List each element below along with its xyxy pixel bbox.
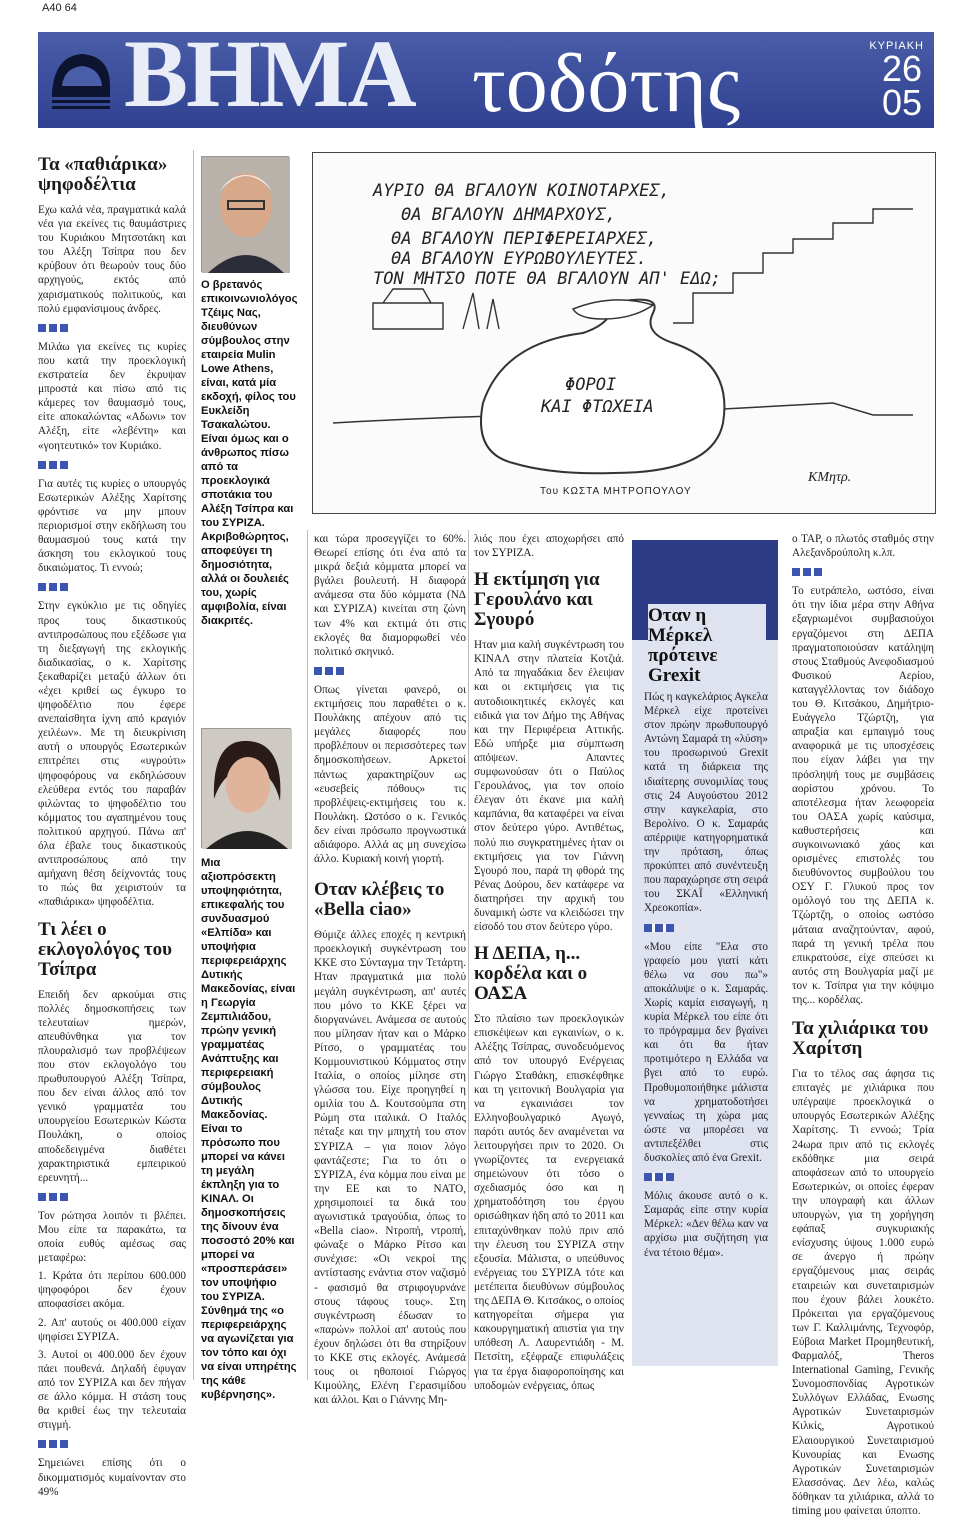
merkel-sidebar-box bbox=[632, 540, 778, 1366]
paragraph: Για αυτές τις κυρίες ο υπουργός Εσωτερικών Αλέξης Χαρίτσης φρόντισε να μην μπουν περιορισμοί στην εκδήλωση του θαυμασμού τους κατά την άσκηση του εκλογικού τους δικαιώματος. Τι εννοώ; bbox=[38, 477, 186, 575]
caption-georgia-zempiliadou: Μια αξιοπρόσεκτη υποψηφιότητα, επικεφαλής του συνδυασμού «Ελπίδα» και υποψήφια περιφερειάρχης Δυτικής Μακεδονίας, είναι η Γεωργία Ζεμπιλιάδου, πρώην γενική γραμματέας Ανάπτυξης και περιφερειακή σύμβουλος Δυτικής Μακεδονίας. Είναι το πρόσωπο που μπορεί να κάνει τη μεγάλη έκπληξη για το ΚΙΝΑΛ. Οι δημοσκοπήσεις της δίνουν ένα ποσοστό 20% και μπορεί να «προσπεράσει» τον υποψήφιο του ΣΥΡΙΖΑ. Σύνθημά της «ο περιφερειάρχης να αγωνίζεται για τον τόπο και όχι να είναι υπηρέτης της κάθε κυβέρνησης». bbox=[201, 857, 297, 1401]
caption-james-nash: Ο βρετανός επικοινωνιολόγος Τζέιμς Νας, διευθύνων σύμβουλος στην εταιρεία Mulin Lowe Athens, είναι, κατά μία εκδοχή, φίλος του Ευκλείδη Τσακαλώτου. Είναι όμως και ο άνθρωπος πίσω από τα προεκλογικά σποτάκια του Αλέξη Τσίπρα και του ΣΥΡΙΖΑ. Ακριβοθώρητος, αποφεύγει τη δημοσιότητα, αλλά οι δουλειές του, χωρίς αμφιβολία, είναι διακριτές. bbox=[201, 279, 298, 627]
masthead-day: ΚΥΡΙΑΚΗ bbox=[869, 40, 924, 52]
cartoon-line-1: ΑΥΡΙΟ ΘΑ ΒΓΑΛΟΥΝ ΚΟΙΝΟΤΑΡΧΕΣ, bbox=[373, 181, 670, 201]
section-marker bbox=[38, 1440, 68, 1448]
headline-xiliarika: Τα χιλιάρικα του Χαρίτση bbox=[792, 1018, 929, 1060]
paragraph: Μόλις άκουσε αυτό ο κ. Σαμαράς είπε στην κυρία Μέρκελ: «Δεν θέλω καν να αρχίσω μια συζήτηση για ένα τέτοιο θέμα». bbox=[644, 1190, 768, 1259]
section-marker bbox=[38, 324, 68, 332]
paragraph: ο TAP, ο πλωτός σταθμός στην Αλεξανδρούπολη κ.λπ. bbox=[792, 533, 934, 560]
column-3 bbox=[314, 532, 466, 1407]
photo-james-nash bbox=[201, 156, 289, 272]
headline-gerulanos-sgouros: Η εκτίμηση για Γερουλάνο και Σγουρό bbox=[474, 569, 600, 631]
masthead-title-bold: ΒΗΜΑ bbox=[124, 20, 415, 127]
cartoon-signature: ΚΜητρ. bbox=[808, 470, 852, 485]
list-item: 3. Αυτοί οι 400.000 δεν έχουν πάει πουθενά. Δηλαδή έφυγαν από τον ΣΥΡΙΖΑ και δεν πήγαν σε άλλο κόμμα. Η στάση τους θα κριθεί έως την τελευταία στιγμή. bbox=[38, 1348, 186, 1432]
paragraph: Εχω καλά νέα, πραγματικά καλά νέα για εκείνες τις θαυμάστριες του Κυριάκου Μητσοτάκη και του Αλέξη Τσίπρα που δεν κρύβουν ότι θεωρούν τους δύο αρχηγούς, εκτός από χαρισματικούς πολιτικούς, και πολύ εμφανίσιμους άνδρες. bbox=[38, 204, 186, 315]
paragraph: Ηταν μια καλή συγκέντρωση του ΚΙΝΑΛ στην πλατεία Κοτζιά. Από τα πηγαδάκια δεν έλειψαν και οι εκτιμήσεις για τις αυτοδιοικητικές εκλογές και ειδικά για τον Δήμο της Αθήνας και την Περιφέρεια Αττικής. Εδώ υπήρξε μια σύμπτωση απόψεων. Απαντες συμφωνούσαν ότι ο Παύλος Γερουλάνος, για τον οποίο έλεγαν ότι έκανε μια καλή καμπάνια, θα καταφέρει να είναι στον δεύτερο γύρο. Αντιθέτως, πολύ πιο συγκρατημένες ήταν οι εκτιμήσεις για τον Γιάννη Σγουρό που, παρά τη φθορά της Ρένας Δούρου, δεν κατάφερε να διατηρήσει την αρχική του δυναμική ώστε να κλειδώσει την είσοδό του στον δεύτερο γύρο. bbox=[474, 639, 624, 934]
cartoon-line-2: ΘΑ ΒΓΑΛΟΥΝ ΔΗΜΑΡΧΟΥΣ, bbox=[401, 205, 616, 225]
paragraph: Σημειώνει επίσης ότι ο δικομματισμός κυμαίνονταν στο 49% bbox=[38, 1457, 186, 1498]
section-marker bbox=[644, 1173, 674, 1181]
column-1 bbox=[38, 154, 186, 1498]
cartoon-sack-text-2: ΚΑΙ ΦΤΩΧΕΙΑ bbox=[541, 397, 654, 417]
headline-paithiarika: Τα «παθιάρικα» ψηφοδέλτια bbox=[38, 154, 168, 195]
cartoon-line-3: ΘΑ ΒΓΑΛΟΥΝ ΠΕΡΙΦΕΡΕΙΑΡΧΕΣ, bbox=[391, 229, 658, 249]
column-rule bbox=[468, 530, 469, 1380]
headline-eklogologos: Τι λέει ο εκλογολόγος του Τσίπρα bbox=[38, 918, 172, 980]
cartoon-credit: Του ΚΩΣΤΑ ΜΗΤΡΟΠΟΥΛΟΥ bbox=[540, 486, 692, 497]
column-4 bbox=[474, 532, 624, 1392]
section-marker bbox=[38, 583, 68, 591]
paragraph: «Μου είπε "Ελα στο γραφείο μου γιατί κάτι θέλω να σου πω"» αποκάλυψε ο κ. Σαμαράς. Χωρίς καμία εισαγωγή, η κυρία Μέρκελ του είπε ότι το πρόγραμμα δεν βγαίνει και ότι θα ήταν προτιμότερο η Ελλάδα να βγει από το ευρώ. Προθυμοποιήθηκε μάλιστα να χρηματοδοτήσει γενναίως τη χώρα μας ώστε να μπορέσει να αντιπεξέλθει στις δυσκολίες από ένα Grexit. bbox=[644, 940, 768, 1164]
column-rule bbox=[307, 530, 308, 1380]
paragraph: Επειδή δεν αρκούμαι στις πολλές δημοσκοπήσεις των τελευταίων ημερών, απευθύνθηκα για τον πλουραλισμό των προβλέψεων που στον εκλογολόγο του πρωθυπουργού Αλέξη Τσίπρα, που δεν είναι άλλος από τον γενικό γραμματέα του υπουργείου Εσωτερικών Κώστα Πουλάκη, ο οποίος αποδεδειγμένα διαθέτει χαρακτηριστικά εμπειρικού ερευνητή... bbox=[38, 988, 186, 1184]
merkel-box-text bbox=[644, 690, 768, 1360]
cartoon bbox=[312, 152, 936, 514]
paragraph: Θύμιζε άλλες εποχές η κεντρική προεκλογική συγκέντρωση του ΚΚΕ στο Σύνταγμα την Τετάρτη. Ηταν πραγματικά μια πολύ μεγάλη συγκέντρωση, απ' αυτές που μόνο το ΚΚΕ ξέρει να διοργανώνει. Ανάμεσα σε αυτούς που μίλησαν ήταν και ο Μάρκο Ρίτσο, ο γραμματέας του Κομμουνιστικού Κόμματος στην Ιταλία, ο οποίος μίλησε στη γλώσσα του. Είχε προηγηθεί η ομιλία του Δ. Κουτσούμπα στη Ρώμη στα ιταλικά. Ο Ιταλός πέταξε και την μπηχτή του στον ΣΥΡΙΖΑ – για ποιον λόγο φαντάζεστε; Για το ότι ο ΣΥΡΙΖΑ, ένα κόμμα που είναι με την ΕΕ και το ΝΑΤΟ, χρησιμοποιεί τα δικά του αγωνιστικά τραγούδια, όπως το «Bella ciao». Ντροπή, ντροπή, φώναξε ο Μάρκο Ρίτσο και συνέχισε: «Οι νεκροί της αντίστασης ενάντια στον ναζισμό - φασισμό θα στριφογυρνάνε στους τάφους τους». Στη συγκέντρωση έδωσαν το «παρών» πολλοί απ' αυτούς που έχουν δηλώσει ότι θα στηρίξουν το ΚΚΕ στις εκλογές. Ανάμεσά τους οι ηθοποιοί Γιώργος Κιμούλης, Ελένη Γερασιμίδου και άλλοι. Και ο Γιάννης Μη- bbox=[314, 929, 466, 1407]
cartoon-line-4: ΘΑ ΒΓΑΛΟΥΝ ΕΥΡΩΒΟΥΛΕΥΤΕΣ. bbox=[391, 249, 647, 269]
cartoon-line-5: ΤΟΝ ΜΗΤΣΟ ΠΟΤΕ ΘΑ ΒΓΑΛΟΥΝ ΑΠ' ΕΔΩ; bbox=[373, 269, 721, 289]
headline-bella-ciao: Οταν κλέβεις το «Bella ciao» bbox=[314, 879, 445, 921]
section-marker bbox=[38, 1193, 68, 1201]
masthead-title-rest: τοδότης bbox=[472, 37, 741, 130]
paragraph: Για το τέλος σας άφησα τις επιταγές με χιλιάρικα που υπέγραψε προεκλογικά ο υπουργός Εσωτερικών Αλέξης Χαρίτσης. Τι εννοώ; Τρία 24ωρα πριν από τις εκλογές εκδόθηκε μια σειρά αποφάσεων από το υπουργείο Εσωτερικών, οι οποίες έφεραν την υπογραφή και άλλων υπουργών, για τη χορήγηση εφάπαξ συγκυριακής ενίσχυσης ύψους 1.000 ευρώ σε άνεργο ή πρώην εργαζόμενους μιας σειράς εταιρειών και συνεταιρισμών που έχουν βάλει λουκέτο. Πρόκειται για εργαζόμενους των Γ. Καλλιμάνης, Τεχνοφόρ, Εύβοια Market Προμηθευτική, Φαρμαλόξ, Theros International Gaming, Γενικής Συνομοσπονδίας Αγροτικών Συλλόγων Ελλάδας, Ενωσης Αγροτικών Συνεταιρισμών Κιλκίς, Αγροτικού Ελαιουργικού Συνεταιρισμού Κυνουρίας και Ενωσης Αγροτικών Συνεταιρισμών Ελασσόνας. Δεν λέω, καλώς δόθηκαν τα χιλιάρικα, αλλά το timing μου φαίνεται ύποπτο. bbox=[792, 1068, 934, 1517]
paragraph: Στο πλαίσιο των προεκλογικών επισκέψεων και εγκαινίων, ο κ. Αλέξης Τσίπρας, συνοδευόμενος από τον υπουργό Ενέργειας Γιώργο Σταθάκη, επισκέφθηκε και τη γειτονική Βουλγαρία για να εγκαινιάσει τον Ελληνοβουλγαρικό Αγωγό, παρότι αυτός δεν αναμένεται να λειτουργήσει πριν το 2020. Οι γνωρίζοντες τα ενεργειακά σημειώνουν ότι τόσο ο σχεδιασμός όσο και η χρηματοδότηση του έργου ορισώθηκαν ήδη από το 2011 και επιταχύνθηκαν πολύ πριν από την έλευση του ΣΥΡΙΖΑ στην εξουσία. Μάλιστα, ο υπεύθυνος ενέργειας του ΣΥΡΙΖΑ τότε και μετέπειτα διευθύνων σύμβουλος της ΔΕΠΑ Θ. Κιτσάκος, ο οποίος κατηγορείται σήμερα για κακουργηματική απιστία για την υπόθεση Λ. Λαυρεντιάδη - Μ. Πετσίτη, εξέφραζε επιφυλάξεις για τα έργα διαφοροποίησης και υποδομών ενέργειας, όπως bbox=[474, 1013, 624, 1392]
headline-depa: Η ΔΕΠΑ, η... κορδέλα και ο ΟΑΣΑ bbox=[474, 943, 588, 1005]
paragraph: λιός που έχει αποχωρήσει από τον ΣΥΡΙΖΑ. bbox=[474, 533, 624, 560]
paragraph: Μιλάω για εκείνες τις κυρίες που κατά την προεκλογική εκστρατεία δεν έκρυψαν μπροστά και πίσω από τις κάμερες τον θαυμασμό τους, είτε αποκαλώντας «Αδωνι» τον Αλέξη, είτε «λεβέντη» και «γοητευτικό» τον Κυριάκο. bbox=[38, 340, 186, 452]
section-marker bbox=[792, 568, 822, 576]
date-day: 26 bbox=[881, 48, 922, 89]
masthead-date bbox=[881, 48, 922, 123]
cartoon-sack-text-1: ΦΟΡΟΙ bbox=[565, 375, 617, 395]
paragraph: και τώρα προσεγγίζει το 60%. Θεωρεί επίσης ότι ένα από τα μικρά δεξιά κόμματα μπορεί να βγάλει βουλευτή. Η διαφορά ανάμεσα στα δύο κόμματα (ΝΔ και ΣΥΡΙΖΑ) κινείται στη ζώνη των 4% και εκτιμά ότι στις εκλογές θα διαμορφωθεί νέο πολιτικό σκηνικό. bbox=[314, 533, 466, 658]
section-marker bbox=[314, 667, 344, 675]
masthead-logo-icon bbox=[48, 46, 114, 112]
date-month: 05 bbox=[881, 82, 922, 123]
photo-georgia-zempiliadou bbox=[201, 728, 291, 848]
page-number: Α40 64 bbox=[42, 2, 77, 14]
column-rule bbox=[193, 150, 194, 1380]
headline-merkel-grexit: Οταν η Μέρκελ πρότεινε Grexit bbox=[648, 604, 766, 688]
section-marker bbox=[38, 461, 68, 469]
section-marker bbox=[644, 924, 674, 932]
masthead bbox=[38, 20, 934, 130]
column-6 bbox=[792, 532, 934, 1517]
paragraph: Το ευτράπελο, ωστόσο, είναι ότι την ίδια μέρα στην Αθήνα εξαγριωμένοι συμβασιούχοι εργαζόμενοι στη ΔΕΠΑ πραγματοποιούσαν κατάληψη στους Σταθμούς Ανεφοδιασμού Φυσικού Αερίου, καταγγέλλοντας τον διάδοχο του Θ. Κιτσάκου, Δημήτριο-Ευάγγελο Τζώρτζη, για απραξία και εμπαιγμό τους αναφορικά με τις υποσχέσεις που είχαν λάβει για την πρόσληψή τους με συμβάσεις αορίστου χρόνου. Το αποτέλεσμα ήταν λεωφορεία του ΟΑΣΑ χωρίς καύσιμα, καθυστερήσεις και συγκοινωνιακό χάος και ορισμένες επιστολές του διευθύνοντος συμβούλου του ΟΣΥ Γ. Γλυκού προς τον ομόλογό του της ΔΕΠΑ κ. Τζώρτζη, ο οποίος ωστόσο μάταια αναζητούνταν, αφού, παρά τη γενική τρέλα που επικρατούσε, είχε σπεύσει κι αυτός στη Βουλγαρία μαζί με τον κ. Τσίπρα για την κόψιμο της... κορδέλας. bbox=[792, 585, 934, 1006]
paragraph: Τον ρώτησα λοιπόν τι βλέπει. Μου είπε τα παρακάτω, τα οποία ευθύς αμέσως σας μεταφέρω: bbox=[38, 1209, 186, 1265]
list-item: 2. Απ' αυτούς οι 400.000 είχαν ψηφίσει ΣΥΡΙΖΑ. bbox=[38, 1316, 186, 1343]
list-item: 1. Κράτα ότι περίπου 600.000 ψηφοφόροι δεν έχουν αποφασίσει ακόμα. bbox=[38, 1270, 186, 1311]
paragraph: Πώς η καγκελάριος Αγκελα Μέρκελ είχε προτείνει στον πρώην πρωθυπουργό Αντώνη Σαμαρά τη «λύση» του προσωρινού Grexit κατά τη διάρκεια της ιδιαίτερης συνομιλίας τους στις 24 Αυγούστου 2012 στην καγκελαρία, στο Βερολίνο. Ο κ. Σαμαράς απέρριψε κατηγορηματικά την πρόταση, όπως προκύπτει από συνέντευξη που παραχώρησε στη σειρά του ΣΚΑΪ «Ελληνική Χρεοκοπία». bbox=[644, 691, 768, 915]
paragraph: Στην εγκύκλιο με τις οδηγίες προς τους δικαστικούς αντιπροσώπους που εξέδωσε για τη διεξαγωγή της εκλογικής διαδικασίας, ο κ. Χαρίτσης ξεκαθαρίζει μεταξύ άλλων ότι «έχει κριθεί ως έγκυρο το ψηφοδέλτιο που έφερε ανεπαίσθητα ίχνη από κραγιόν χειλέων». Με τη διευκρίνιση αυτή ο υπουργός Εσωτερικών επιτρέπει στις «υγρούτι» ψηφοφόρους να εκδηλώσουν ελεύθερα εντός του παραβάν φιλώντας το ψηφοδέλτιο του κόμματος του αγαπημένου τους πολιτικού αρχηγού. Πάνω απ' όλα έβαλε τους δικαστικούς αντιπροσώπους από την αμήχανη θέση δείχνοντάς τους το πώς θα χειριστούν τα «παθιάρικα» ψηφοδέλτια. bbox=[38, 600, 186, 909]
paragraph: Οπως γίνεται φανερό, οι εκτιμήσεις που παραθέτει ο κ. Πουλάκης απέχουν από τις μεγάλες διαφορές που προβλέπουν οι περισσότερες των δημοσκοπήσεων. Αρκετοί πάντως χαρακτηρίζουν ως «ευσεβείς πόθους» τις προβλέψεις-εκτιμήσεις του κ. Πουλάκη. Ωστόσο ο κ. Γενικός δεν είναι πρόσωπο προγνωστικά αδιάφορο. Αλλά ας μη συνεχίσω άλλο. Κυριακή κοινή γιορτή. bbox=[314, 683, 466, 866]
